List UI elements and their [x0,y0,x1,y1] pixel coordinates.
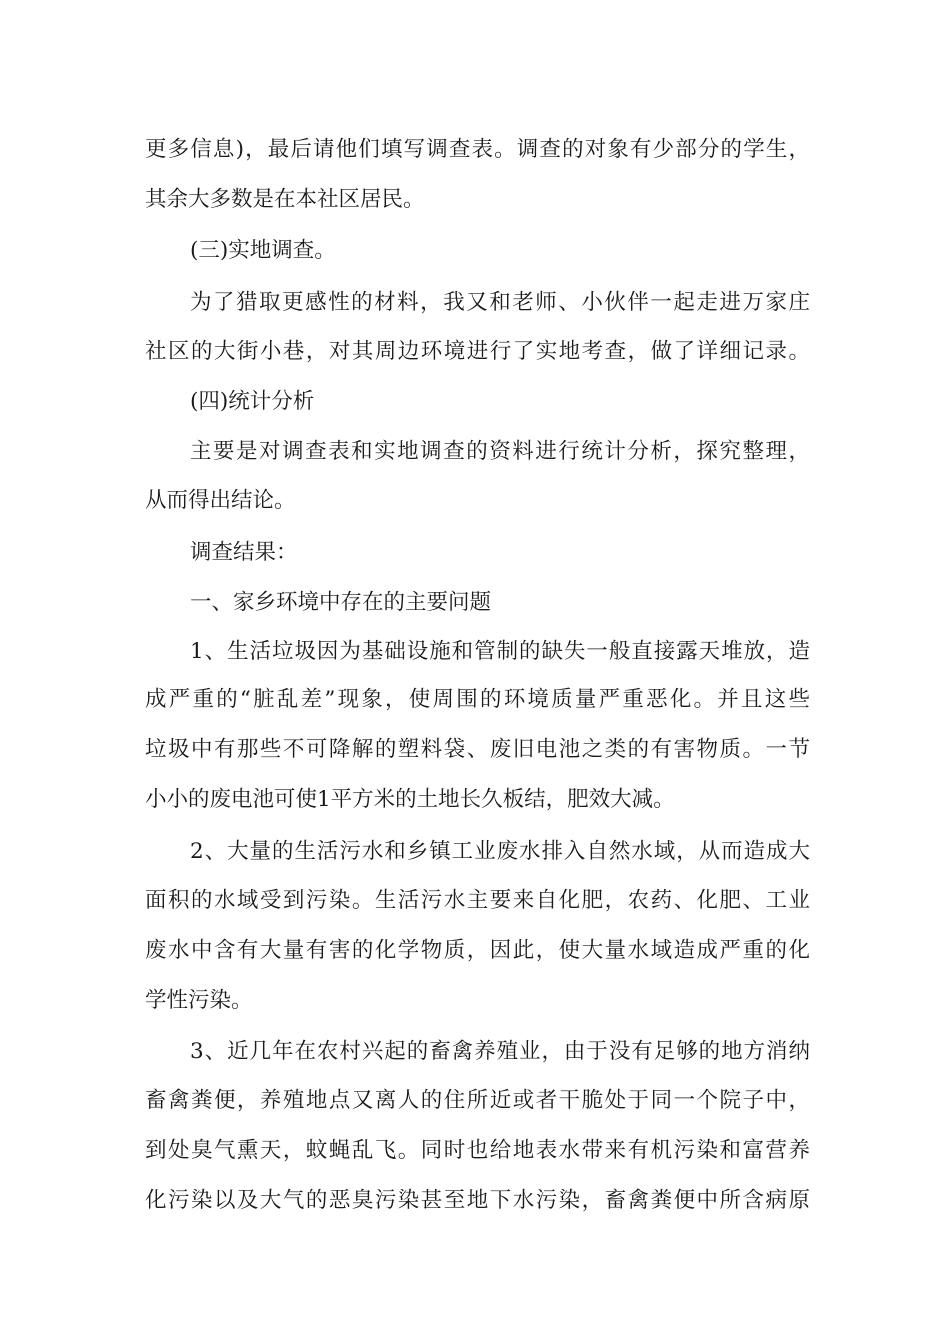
text-line-12: 成严重的“脏乱差”现象，使周围的环境质量严重恶化。并且这些 [145,687,810,712]
text-line-1: 更多信息)，最后请他们填写调查表。调查的对象有少部分的学生， [145,137,810,162]
text-line-18: 学性污染。 [145,988,253,1013]
text-line-7: 主要是对调查表和实地调查的资料进行统计分析，探究整理， [190,439,810,464]
text-line-22: 化污染以及大气的恶臭污染甚至地下水污染，畜禽粪便中所含病原 [145,1188,810,1213]
section-heading-problems: 一、家乡环境中存在的主要问题 [190,590,492,615]
text-line-16: 面积的水域受到污染。生活污水主要来自化肥，农药、化肥、工业 [145,888,810,913]
text-line-5: 社区的大街小巷，对其周边环境进行了实地考查，做了详细记录。 [145,339,810,364]
text-line-2: 其余大多数是在本社区居民。 [145,187,425,212]
text-line-11: 1、生活垃圾因为基础设施和管制的缺失一般直接露天堆放，造 [190,639,810,664]
text-line-15: 2、大量的生活污水和乡镇工业废水排入自然水域，从而造成大 [190,839,810,864]
section-heading-fieldwork: (三)实地调查。 [190,238,336,263]
text-line-19: 3、近几年在农村兴起的畜禽养殖业，由于没有足够的地方消纳 [190,1039,810,1064]
text-line-20: 畜禽粪便，养殖地点又离人的住所近或者干脆处于同一个院子中， [145,1088,810,1113]
text-line-13: 垃圾中有那些不可降解的塑料袋、废旧电池之类的有害物质。一节 [145,737,810,762]
text-line-14: 小小的废电池可使1平方米的土地长久板结，肥效大减。 [145,787,675,812]
text-line-21: 到处臭气熏天，蚊蝇乱飞。同时也给地表水带来有机污染和富营养 [145,1138,810,1163]
text-line-17: 废水中含有大量有害的化学物质，因此，使大量水域造成严重的化 [145,938,810,963]
section-heading-results: 调查结果： [190,540,298,565]
section-heading-analysis: (四)统计分析 [190,389,315,414]
text-line-4: 为了猎取更感性的材料，我又和老师、小伙伴一起走进万家庄 [190,290,810,315]
text-line-8: 从而得出结论。 [145,488,296,513]
